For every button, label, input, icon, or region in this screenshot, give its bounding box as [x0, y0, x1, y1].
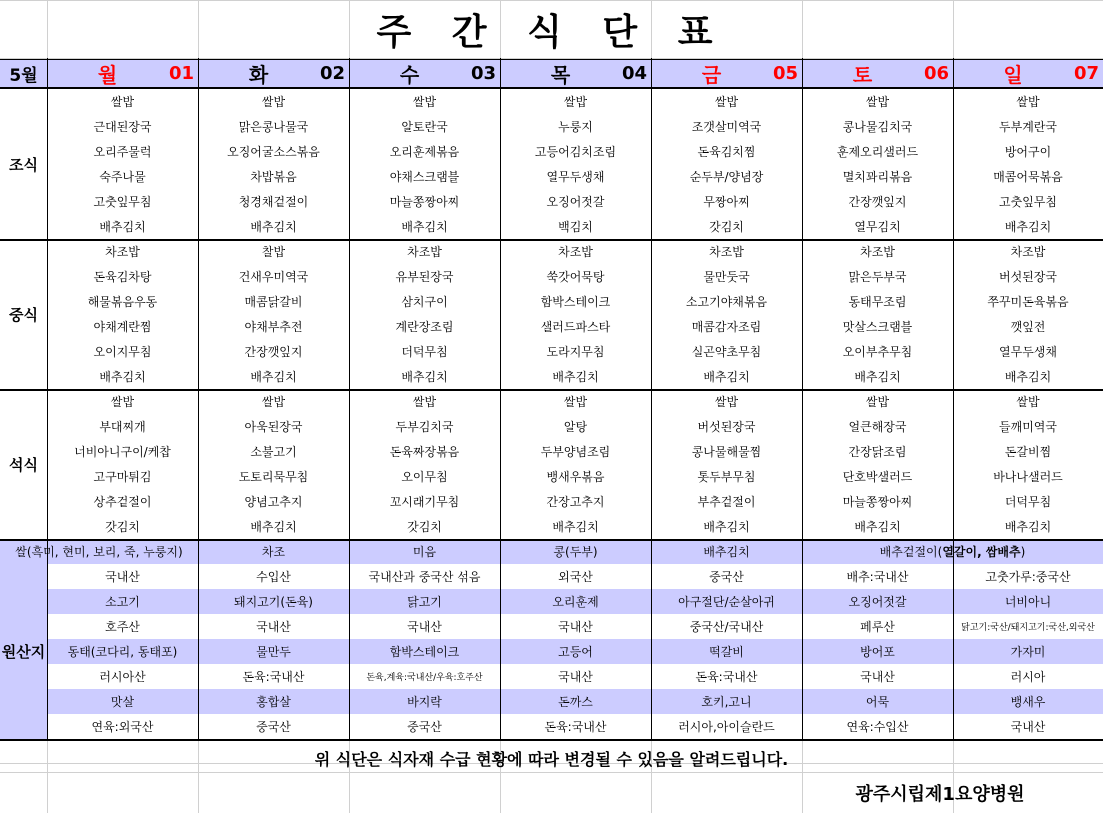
grid-vline: [500, 58, 501, 739]
menu-item: 쌀밥: [714, 395, 739, 409]
menu-item: 쌀밥: [412, 95, 437, 109]
origin-item: 돈까스: [558, 695, 593, 709]
menu-item: 열무두생채: [999, 345, 1057, 359]
menu-item: 양념고추지: [244, 495, 303, 509]
meal-label-1: 중식: [9, 305, 38, 324]
menu-item: 열무김치: [854, 220, 901, 234]
day-name: 수: [399, 63, 420, 87]
menu-item: 돈갈비찜: [1004, 445, 1052, 459]
day-name: 월: [97, 63, 118, 87]
menu-item: 찰밥: [261, 245, 286, 259]
origin-item: 닭고기: [407, 595, 442, 609]
menu-item: 열무두생채: [546, 170, 605, 184]
menu-item: 배추김치: [1004, 520, 1052, 534]
origin-item: 중국산: [256, 720, 291, 734]
menu-item: 계란장조림: [395, 320, 454, 334]
origin-item: 호키,고니: [701, 695, 752, 709]
menu-item: 돈육김차탕: [93, 270, 152, 284]
menu-item: 쌀밥: [1016, 395, 1040, 409]
origin-item: 연육:외국산: [91, 720, 154, 734]
menu-item: 배추김치: [250, 370, 297, 384]
menu-item: 쌀밥: [865, 95, 890, 109]
menu-item: 도토리묵무침: [238, 470, 309, 484]
rice-col: 배추김치: [703, 545, 750, 559]
origin-item: 국내산: [105, 570, 140, 584]
menu-item: 배추김치: [1004, 220, 1052, 234]
menu-item: 꼬시래기무침: [389, 495, 460, 509]
menu-item: 매콤어묵볶음: [993, 170, 1063, 184]
menu-item: 더덕무침: [401, 345, 448, 359]
menu-item: 배추김치: [250, 520, 297, 534]
menu-item: 갓김치: [709, 220, 744, 234]
menu-item: 얼큰해장국: [848, 420, 907, 434]
origin-item: 바지락: [407, 695, 442, 709]
menu-item: 백김치: [558, 220, 593, 234]
kimchi-note-bold: 열갈이, 쌈배추: [942, 545, 1021, 559]
menu-item: 무짱아찌: [703, 195, 750, 209]
menu-item: 물만둣국: [703, 270, 750, 284]
menu-item: 돈육짜장볶음: [389, 445, 460, 459]
menu-item: 오이부추무침: [842, 345, 913, 359]
menu-item: 배추김치: [703, 370, 750, 384]
menu-item: 삼치구이: [401, 295, 448, 309]
menu-item: 마늘쫑짱아찌: [389, 195, 460, 209]
day-number: 07: [1073, 63, 1099, 84]
menu-item: 숙주나물: [99, 170, 146, 184]
origin-item: 홍합살: [256, 695, 291, 709]
origin-item: 국내산: [256, 620, 291, 634]
day-name: 토: [852, 63, 873, 87]
grid-hline: [0, 239, 1103, 241]
menu-item: 단호박샐러드: [842, 470, 913, 484]
menu-item: 알탕: [563, 420, 588, 434]
menu-item: 콩나물해물찜: [691, 445, 762, 459]
menu-item: 누룽지: [558, 120, 593, 134]
menu-item: 톳두부무침: [697, 470, 756, 484]
menu-item: 소고기야채볶음: [685, 295, 768, 309]
menu-item: 배추김치: [99, 370, 146, 384]
menu-item: 멸치꽈리볶음: [842, 170, 913, 184]
menu-item: 오징어젓갈: [546, 195, 605, 209]
origin-item: 국내산: [558, 670, 593, 684]
menu-item: 고춧잎무침: [999, 195, 1057, 209]
menu-item: 소불고기: [250, 445, 297, 459]
grid-hline: [0, 739, 1103, 741]
origin-item: 소고기: [105, 595, 140, 609]
menu-item: 배추김치: [401, 370, 448, 384]
grid-vline: [349, 58, 350, 739]
origin-item: 가자미: [1010, 645, 1046, 659]
day-number: 03: [470, 63, 496, 84]
origin-item: 닭고기:국산/돼지고기:국산,외국산: [961, 623, 1095, 633]
menu-item: 고구마튀김: [93, 470, 152, 484]
day-name: 화: [248, 63, 269, 87]
grid-vline: [651, 58, 652, 739]
origin-label: 원산지: [0, 564, 47, 739]
menu-item: 뱅새우볶음: [546, 470, 605, 484]
origin-item: 고춧가루:중국산: [985, 570, 1071, 584]
rice-col: 차조: [261, 545, 286, 559]
day-header-2: [349, 58, 500, 89]
menu-item: 오리주물럭: [93, 145, 152, 159]
menu-item: 아욱된장국: [244, 420, 303, 434]
menu-item: 쌀밥: [865, 395, 890, 409]
origin-item: 맛살: [110, 695, 135, 709]
origin-item: 배추:국내산: [846, 570, 909, 584]
menu-item: 배추김치: [854, 370, 901, 384]
origin-item: 외국산: [558, 570, 593, 584]
menu-item: 배추김치: [250, 220, 297, 234]
origin-item: 돈육:국내산: [695, 670, 758, 684]
menu-item: 배추김치: [703, 520, 750, 534]
menu-item: 차조밥: [558, 245, 593, 259]
day-name: 일: [1003, 63, 1023, 87]
menu-item: 유부된장국: [395, 270, 454, 284]
origin-item: 러시아,아이슬란드: [678, 720, 775, 734]
menu-item: 갓김치: [407, 520, 442, 534]
origin-item: 함박스테이크: [389, 645, 460, 659]
menu-item: 매콤감자조림: [691, 320, 762, 334]
origin-item: 동태(코다리, 동태포): [67, 645, 178, 659]
day-header-0: [47, 58, 198, 89]
grid-hline: [0, 539, 1103, 541]
origin-item: 국내산: [407, 620, 442, 634]
origin-item: 연육:수입산: [846, 720, 909, 734]
rice-col: 미음: [412, 545, 437, 559]
origin-item: 돈육:국내산: [544, 720, 607, 734]
origin-item: 수입산: [256, 570, 291, 584]
grid-vline: [198, 0, 199, 58]
menu-item: 배추김치: [854, 520, 901, 534]
menu-item: 건새우미역국: [238, 270, 309, 284]
origin-item: 국내산: [860, 670, 895, 684]
menu-item: 고등어김치조림: [534, 145, 617, 159]
menu-item: 쌀밥: [563, 395, 588, 409]
menu-item: 맛살스크램블: [842, 320, 913, 334]
menu-item: 동태무조림: [848, 295, 907, 309]
origin-item: 돈육:국내산: [242, 670, 305, 684]
origin-item: 돼지고기(돈육): [234, 595, 313, 609]
origin-item: 국내산과 중국산 섞음: [368, 570, 481, 584]
origin-item: 뱅새우: [1010, 695, 1046, 709]
day-header-5: [802, 58, 953, 89]
menu-item: 해물볶음우동: [87, 295, 158, 309]
menu-item: 야채부추전: [244, 320, 303, 334]
grid-vline: [47, 58, 48, 739]
menu-item: 깻잎전: [1010, 320, 1046, 334]
menu-item: 매콤닭갈비: [244, 295, 303, 309]
menu-item: 쌀밥: [412, 395, 437, 409]
meal-label-0: 조식: [9, 155, 38, 174]
grid-vline: [500, 0, 501, 58]
menu-item: 배추김치: [1004, 370, 1052, 384]
origin-item: 너비아니: [1004, 595, 1052, 609]
grid-vline: [953, 0, 954, 58]
menu-item: 부대찌개: [99, 420, 146, 434]
menu-item: 실곤약초무침: [691, 345, 762, 359]
menu-item: 부추겉절이: [697, 495, 756, 509]
menu-item: 콩나물김치국: [842, 120, 913, 134]
menu-item: 맑은두부국: [848, 270, 907, 284]
menu-item: 방어구이: [1004, 145, 1052, 159]
menu-item: 차밥볶음: [250, 170, 297, 184]
origin-item: 러시아: [1010, 670, 1046, 684]
day-number: 05: [772, 63, 798, 84]
day-name: 목: [550, 63, 571, 87]
menu-item: 간장닭조림: [848, 445, 907, 459]
menu-item: 차조밥: [407, 245, 442, 259]
grid-hline: [0, 58, 1103, 59]
menu-item: 간장깻잎지: [848, 195, 907, 209]
menu-item: 야채계란찜: [93, 320, 152, 334]
menu-item: 두부양념조림: [540, 445, 611, 459]
menu-item: 마늘쫑짱아찌: [842, 495, 913, 509]
origin-item: 오징어젓갈: [848, 595, 907, 609]
grid-vline: [47, 0, 48, 58]
menu-item: 쌀밥: [261, 395, 286, 409]
grid-hline: [0, 0, 1103, 1]
menu-item: 오리훈제볶음: [389, 145, 460, 159]
menu-item: 알토란국: [401, 120, 448, 134]
menu-item: 돈육김치찜: [697, 145, 756, 159]
menu-item: 훈제오리샐러드: [836, 145, 919, 159]
menu-item: 쌀밥: [261, 95, 286, 109]
page-title: 주 간 식 단 표: [376, 11, 727, 53]
day-number: 04: [621, 63, 647, 84]
menu-item: 오징어굴소스볶음: [227, 145, 320, 159]
grid-vline: [802, 58, 803, 739]
day-number: 01: [168, 63, 194, 84]
menu-item: 오이지무침: [93, 345, 152, 359]
menu-item: 배추김치: [401, 220, 448, 234]
origin-item: 어묵: [865, 695, 890, 709]
origin-item: 중국산: [407, 720, 442, 734]
origin-item: 물만두: [256, 645, 291, 659]
menu-item: 도라지무침: [546, 345, 605, 359]
grid-vline: [651, 0, 652, 58]
day-header-3: [500, 58, 651, 89]
rice-types: 쌀(흑미, 현미, 보리, 죽, 누룽지): [15, 545, 183, 559]
menu-item: 갓김치: [105, 520, 140, 534]
meal-label-2: 석식: [9, 455, 38, 474]
day-header-4: [651, 58, 802, 89]
menu-item: 차조밥: [709, 245, 744, 259]
menu-item: 순두부/양념장: [689, 170, 764, 184]
menu-item: 야채스크램블: [389, 170, 460, 184]
origin-item: 중국산/국내산: [689, 620, 764, 634]
menu-item: 근대된장국: [93, 120, 152, 134]
day-number: 06: [923, 63, 949, 84]
rice-col: 콩(두부): [553, 545, 598, 559]
menu-item: 쌀밥: [1016, 95, 1040, 109]
menu-item: 쌀밥: [714, 95, 739, 109]
menu-item: 두부계란국: [999, 120, 1057, 134]
day-header-6: [953, 58, 1103, 89]
menu-item: 맑은콩나물국: [238, 120, 309, 134]
menu-item: 차조밥: [1010, 245, 1046, 259]
menu-item: 쌀밥: [110, 395, 135, 409]
day-header-1: [198, 58, 349, 89]
menu-item: 버섯된장국: [999, 270, 1057, 284]
menu-item: 조갯살미역국: [691, 120, 762, 134]
menu-item: 쌀밥: [563, 95, 588, 109]
origin-item: 방어포: [860, 645, 895, 659]
menu-item: 오이무침: [401, 470, 448, 484]
grid-vline: [953, 58, 954, 739]
menu-item: 고춧잎무침: [93, 195, 152, 209]
grid-vline: [802, 0, 803, 58]
grid-vline: [349, 0, 350, 58]
menu-item: 쭈꾸미돈육볶음: [987, 295, 1069, 309]
menu-item: 너비아니구이/케찹: [74, 445, 171, 459]
menu-item: 함박스테이크: [540, 295, 611, 309]
origin-item: 떡갈비: [709, 645, 744, 659]
menu-item: 차조밥: [105, 245, 140, 259]
menu-item: 상추겉절이: [93, 495, 152, 509]
menu-item: 쑥갓어묵탕: [546, 270, 605, 284]
hospital-name: 광주시립제1요양병원: [855, 784, 1025, 805]
menu-item: 배추김치: [99, 220, 146, 234]
menu-item: 차조밥: [860, 245, 895, 259]
menu-item: 간장깻잎지: [244, 345, 303, 359]
origin-item: 오리훈제: [552, 595, 599, 609]
menu-item: 간장고추지: [546, 495, 605, 509]
menu-item: 버섯된장국: [697, 420, 756, 434]
notice-text: 위 식단은 식자재 수급 현황에 따라 변경될 수 있음을 알려드립니다.: [314, 749, 789, 769]
menu-item: 더덕무침: [1004, 495, 1052, 509]
menu-item: 샐러드파스타: [540, 320, 611, 334]
menu-item: 들깨미역국: [999, 420, 1057, 434]
origin-item: 중국산: [709, 570, 744, 584]
menu-item: 두부김치국: [395, 420, 454, 434]
menu-item: 바나나샐러드: [993, 470, 1063, 484]
origin-item: 아구절단/순살아귀: [678, 595, 775, 609]
kimchi-note-prefix: 배추겉절이(: [879, 545, 943, 559]
grid-hline: [0, 772, 1103, 773]
menu-item: 배추김치: [552, 520, 599, 534]
origin-item: 국내산: [1010, 720, 1046, 734]
origin-item: 호주산: [105, 620, 140, 634]
day-name: 금: [701, 63, 722, 87]
origin-item: 페루산: [860, 620, 895, 634]
origin-item: 고등어: [558, 645, 593, 659]
kimchi-note-suffix: ): [1020, 544, 1026, 559]
day-number: 02: [319, 63, 345, 84]
grid-hline: [0, 389, 1103, 391]
grid-vline: [198, 58, 199, 739]
menu-item: 배추김치: [552, 370, 599, 384]
menu-item: 쌀밥: [110, 95, 135, 109]
origin-item: 러시아산: [99, 670, 146, 684]
menu-item: 청경채겉절이: [238, 195, 309, 209]
origin-item: 국내산: [558, 620, 593, 634]
origin-item: 돈육,계육:국내산/우육:호주산: [366, 673, 483, 683]
month-label: 5월: [0, 58, 47, 89]
